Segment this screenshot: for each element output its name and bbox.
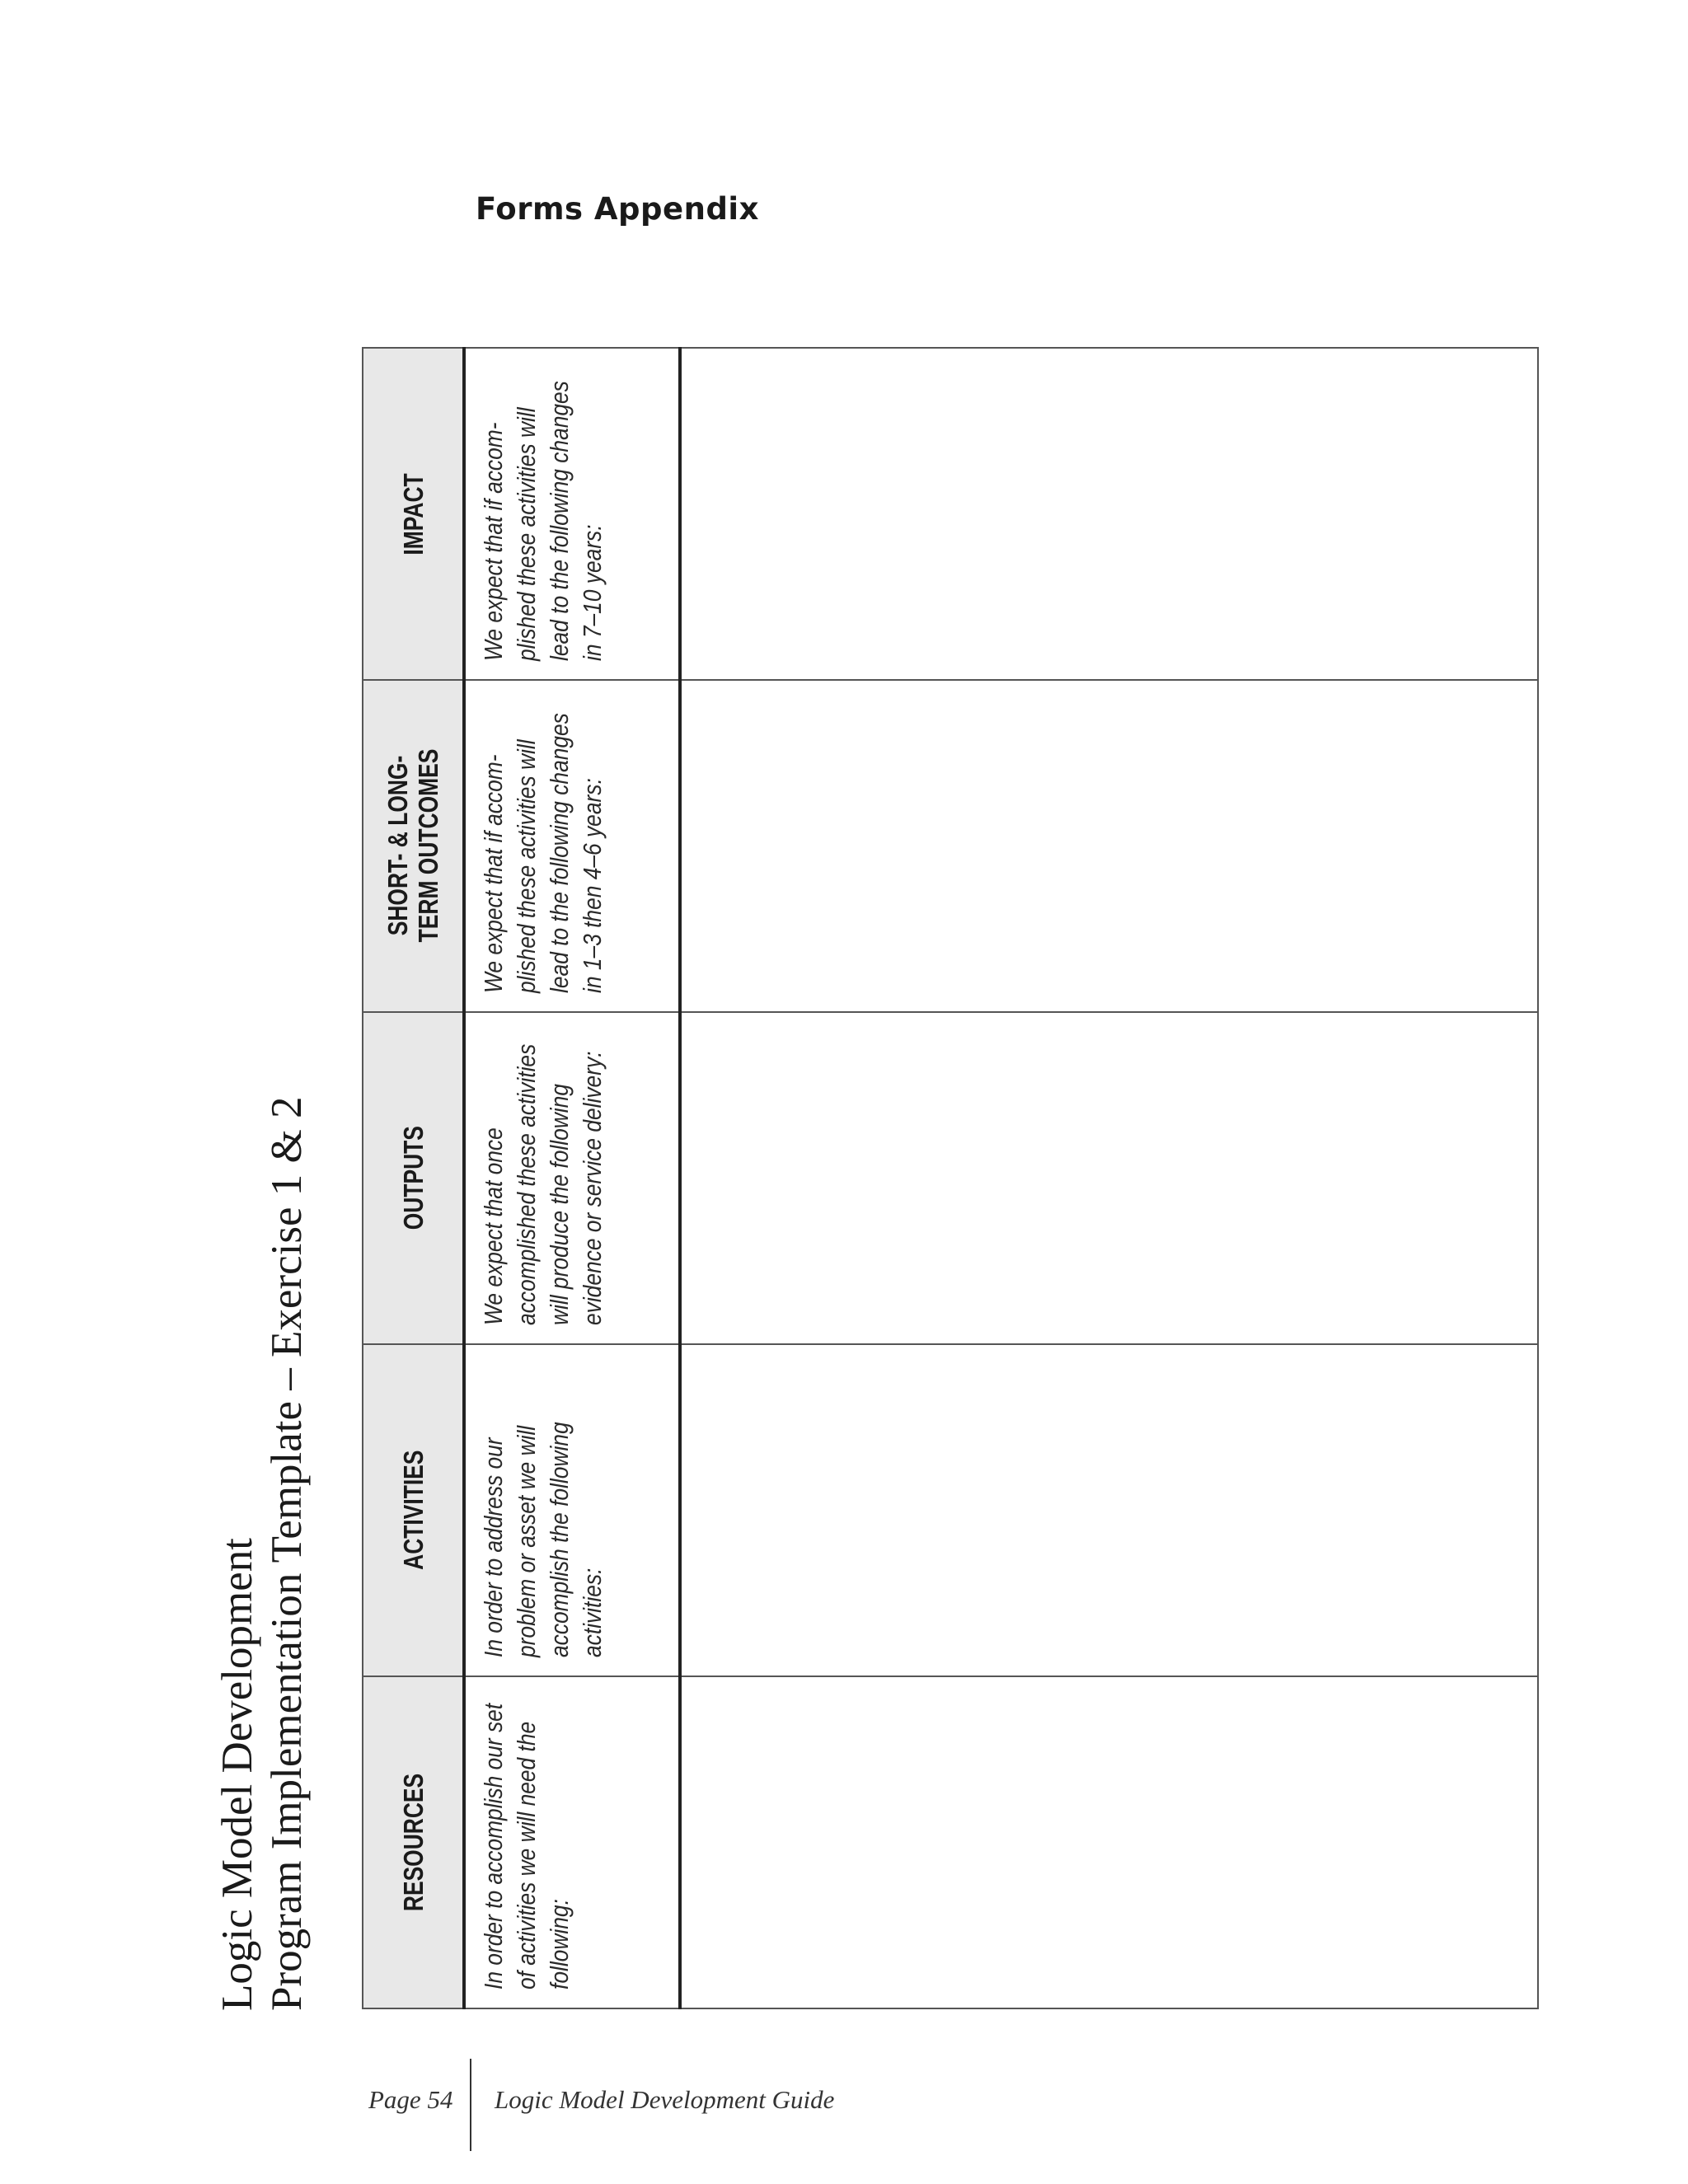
entry-impact	[680, 348, 1538, 680]
logic-model-table	[362, 347, 1539, 2009]
header-outcomes	[363, 680, 464, 1012]
header-resources-label: RESOURCES	[397, 1773, 429, 1912]
prompt-outcomes-text: We expect that if accom- plished these activities will lead to the following changes in 1–3 then 4–6 years:	[479, 713, 607, 993]
entry-outcomes	[680, 680, 1538, 1012]
prompt-outputs-text: We expect that once accomplished these activities will produce the following evidence or service delivery:	[479, 1043, 607, 1325]
prompt-impact	[464, 348, 680, 680]
title-line-1: Logic Model Development	[213, 1537, 261, 2011]
prompt-outcomes	[464, 680, 680, 1012]
prompt-activities-text: In order to address our problem or asset we will accomplish the following activities:	[479, 1422, 607, 1657]
entry-outputs	[680, 1012, 1538, 1344]
entry-row	[680, 348, 1538, 2008]
header-activities	[363, 1344, 464, 1676]
template-title	[213, 1022, 312, 2011]
prompt-outputs	[464, 1012, 680, 1344]
entry-activities	[680, 1344, 1538, 1676]
header-row	[363, 348, 464, 2008]
entry-resources	[680, 1676, 1538, 2008]
prompt-impact-text: We expect that if accom- plished these activities will lead to the following changes in 7–10 years:	[479, 381, 607, 661]
guide-title: Logic Model Development Guide	[495, 2085, 835, 2114]
prompt-row	[464, 348, 680, 2008]
header-activities-label: ACTIVITIES	[397, 1450, 429, 1571]
prompt-resources	[464, 1676, 680, 2008]
header-impact	[363, 348, 464, 680]
header-outcomes-label: SHORT- & LONG-TERM OUTCOMES	[382, 749, 443, 943]
header-outputs-label: OUTPUTS	[397, 1126, 429, 1230]
header-resources	[363, 1676, 464, 2008]
header-outputs	[363, 1012, 464, 1344]
header-impact-label: IMPACT	[397, 472, 429, 555]
title-line-2: Program Implementation Template – Exercise 1 & 2	[263, 1096, 311, 2011]
section-heading: Forms Appendix	[476, 191, 759, 227]
footer-divider	[470, 2059, 471, 2151]
page-number: Page 54	[368, 2085, 453, 2114]
logic-model-table-container	[362, 347, 1539, 2009]
prompt-resources-text: In order to accomplish our set of activities we will need the following:	[479, 1703, 574, 1990]
prompt-activities	[464, 1344, 680, 1676]
